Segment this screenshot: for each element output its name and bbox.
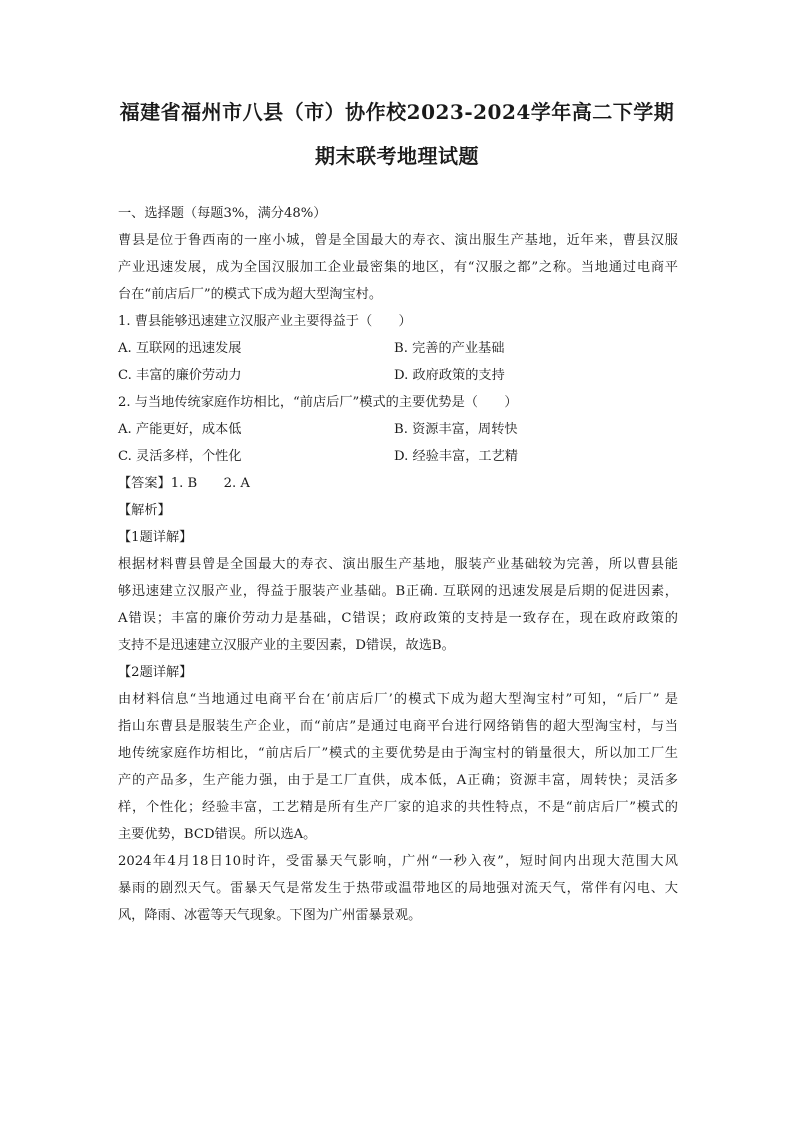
analysis-label: 【解析】 <box>118 503 171 518</box>
passage-1-line: 产业迅速发展，成为全国汉服加工企业最密集的地区，有“汉服之都”之称。当地通过电商平 <box>118 260 678 275</box>
question-2-stem: 2. 与当地传统家庭作坊相比，“前店后厂”模式的主要优势是（ ） <box>118 395 518 410</box>
question-1-option-b: B. 完善的产业基础 <box>394 341 505 356</box>
question-1-options-row <box>118 362 678 389</box>
detail-2-label: 【2题详解】 <box>118 665 193 680</box>
detail-2-line: 产的产品多，生产能力强，由于是工厂直供，成本低，A正确；资源丰富，周转快；灵活多 <box>118 773 678 788</box>
passage-2-line: 2024年4月18日10时许，受雷暴天气影响，广州“一秒入夜”，短时间内出现大范围大风 <box>118 854 678 869</box>
detail-1-line: A错误；丰富的廉价劳动力是基础，C错误；政府政策的支持是一致存在，现在政府政策的 <box>118 611 678 626</box>
section-heading: 一、选择题（每题3%，满分48%） <box>118 206 327 221</box>
question-2-options-row <box>118 416 678 443</box>
detail-2-line: 由材料信息“当地通过电商平台在‘前店后厂’的模式下成为超大型淘宝村”可知，“后厂” 是 <box>118 692 678 707</box>
question-1-option-c: C. 丰富的廉价劳动力 <box>118 368 242 383</box>
detail-1-label: 【1题详解】 <box>118 530 193 545</box>
passage-2-line: 暴雨的剧烈天气。雷暴天气是常发生于热带或温带地区的局地强对流天气，常伴有闪电、大 <box>118 881 678 896</box>
question-1-option-a: A. 互联网的迅速发展 <box>118 341 242 356</box>
document-title-line2: 期末联考地理试题 <box>315 144 479 168</box>
question-2-option-c: C. 灵活多样，个性化 <box>118 449 242 464</box>
detail-2-line: 指山东曹县是服装生产企业，而“前店”是通过电商平台进行网络销售的超大型淘宝村，与当 <box>118 719 678 734</box>
question-1-stem: 1. 曹县能够迅速建立汉服产业主要得益于（ ） <box>118 314 412 329</box>
question-1-option-d: D. 政府政策的支持 <box>394 368 505 383</box>
document-body <box>118 200 678 929</box>
answer-line: 【答案】1. B 2. A <box>118 476 250 491</box>
detail-1-line: 支持不是迅速建立汉服产业的主要因素，D错误，故选B。 <box>118 638 455 653</box>
detail-1-line: 根据材料曹县曾是全国最大的寿衣、演出服生产基地，服装产业基础较为完善，所以曹县能 <box>118 557 678 572</box>
detail-2-line: 地传统家庭作坊相比，“前店后厂”模式的主要优势是由于淘宝村的销量很大，所以加工厂生 <box>118 746 678 761</box>
detail-2-line: 主要优势，BCD错误。所以选A。 <box>118 827 317 842</box>
question-2-option-a: A. 产能更好，成本低 <box>118 422 242 437</box>
detail-2-line: 样，个性化；经验丰富，工艺精是所有生产厂家的追求的共性特点，不是“前店后厂”模式的 <box>118 800 678 815</box>
passage-2-line: 风，降雨、冰雹等天气现象。下图为广州雷暴景观。 <box>118 908 422 923</box>
question-2-option-b: B. 资源丰富，周转快 <box>394 422 518 437</box>
detail-1-line: 够迅速建立汉服产业，得益于服装产业基础。B正确. 互联网的迅速发展是后期的促进因素， <box>118 584 678 599</box>
question-2-options-row <box>118 443 678 470</box>
passage-1-line: 台在“前店后厂”的模式下成为超大型淘宝村。 <box>118 287 383 302</box>
question-1-options-row <box>118 335 678 362</box>
question-2-option-d: D. 经验丰富，工艺精 <box>394 449 518 464</box>
passage-1-line: 曹县是位于鲁西南的一座小城，曾是全国最大的寿衣、演出服生产基地，近年来，曹县汉服 <box>118 233 678 248</box>
document-title-line1: 福建省福州市八县（市）协作校2023-2024学年高二下学期 <box>119 100 675 124</box>
